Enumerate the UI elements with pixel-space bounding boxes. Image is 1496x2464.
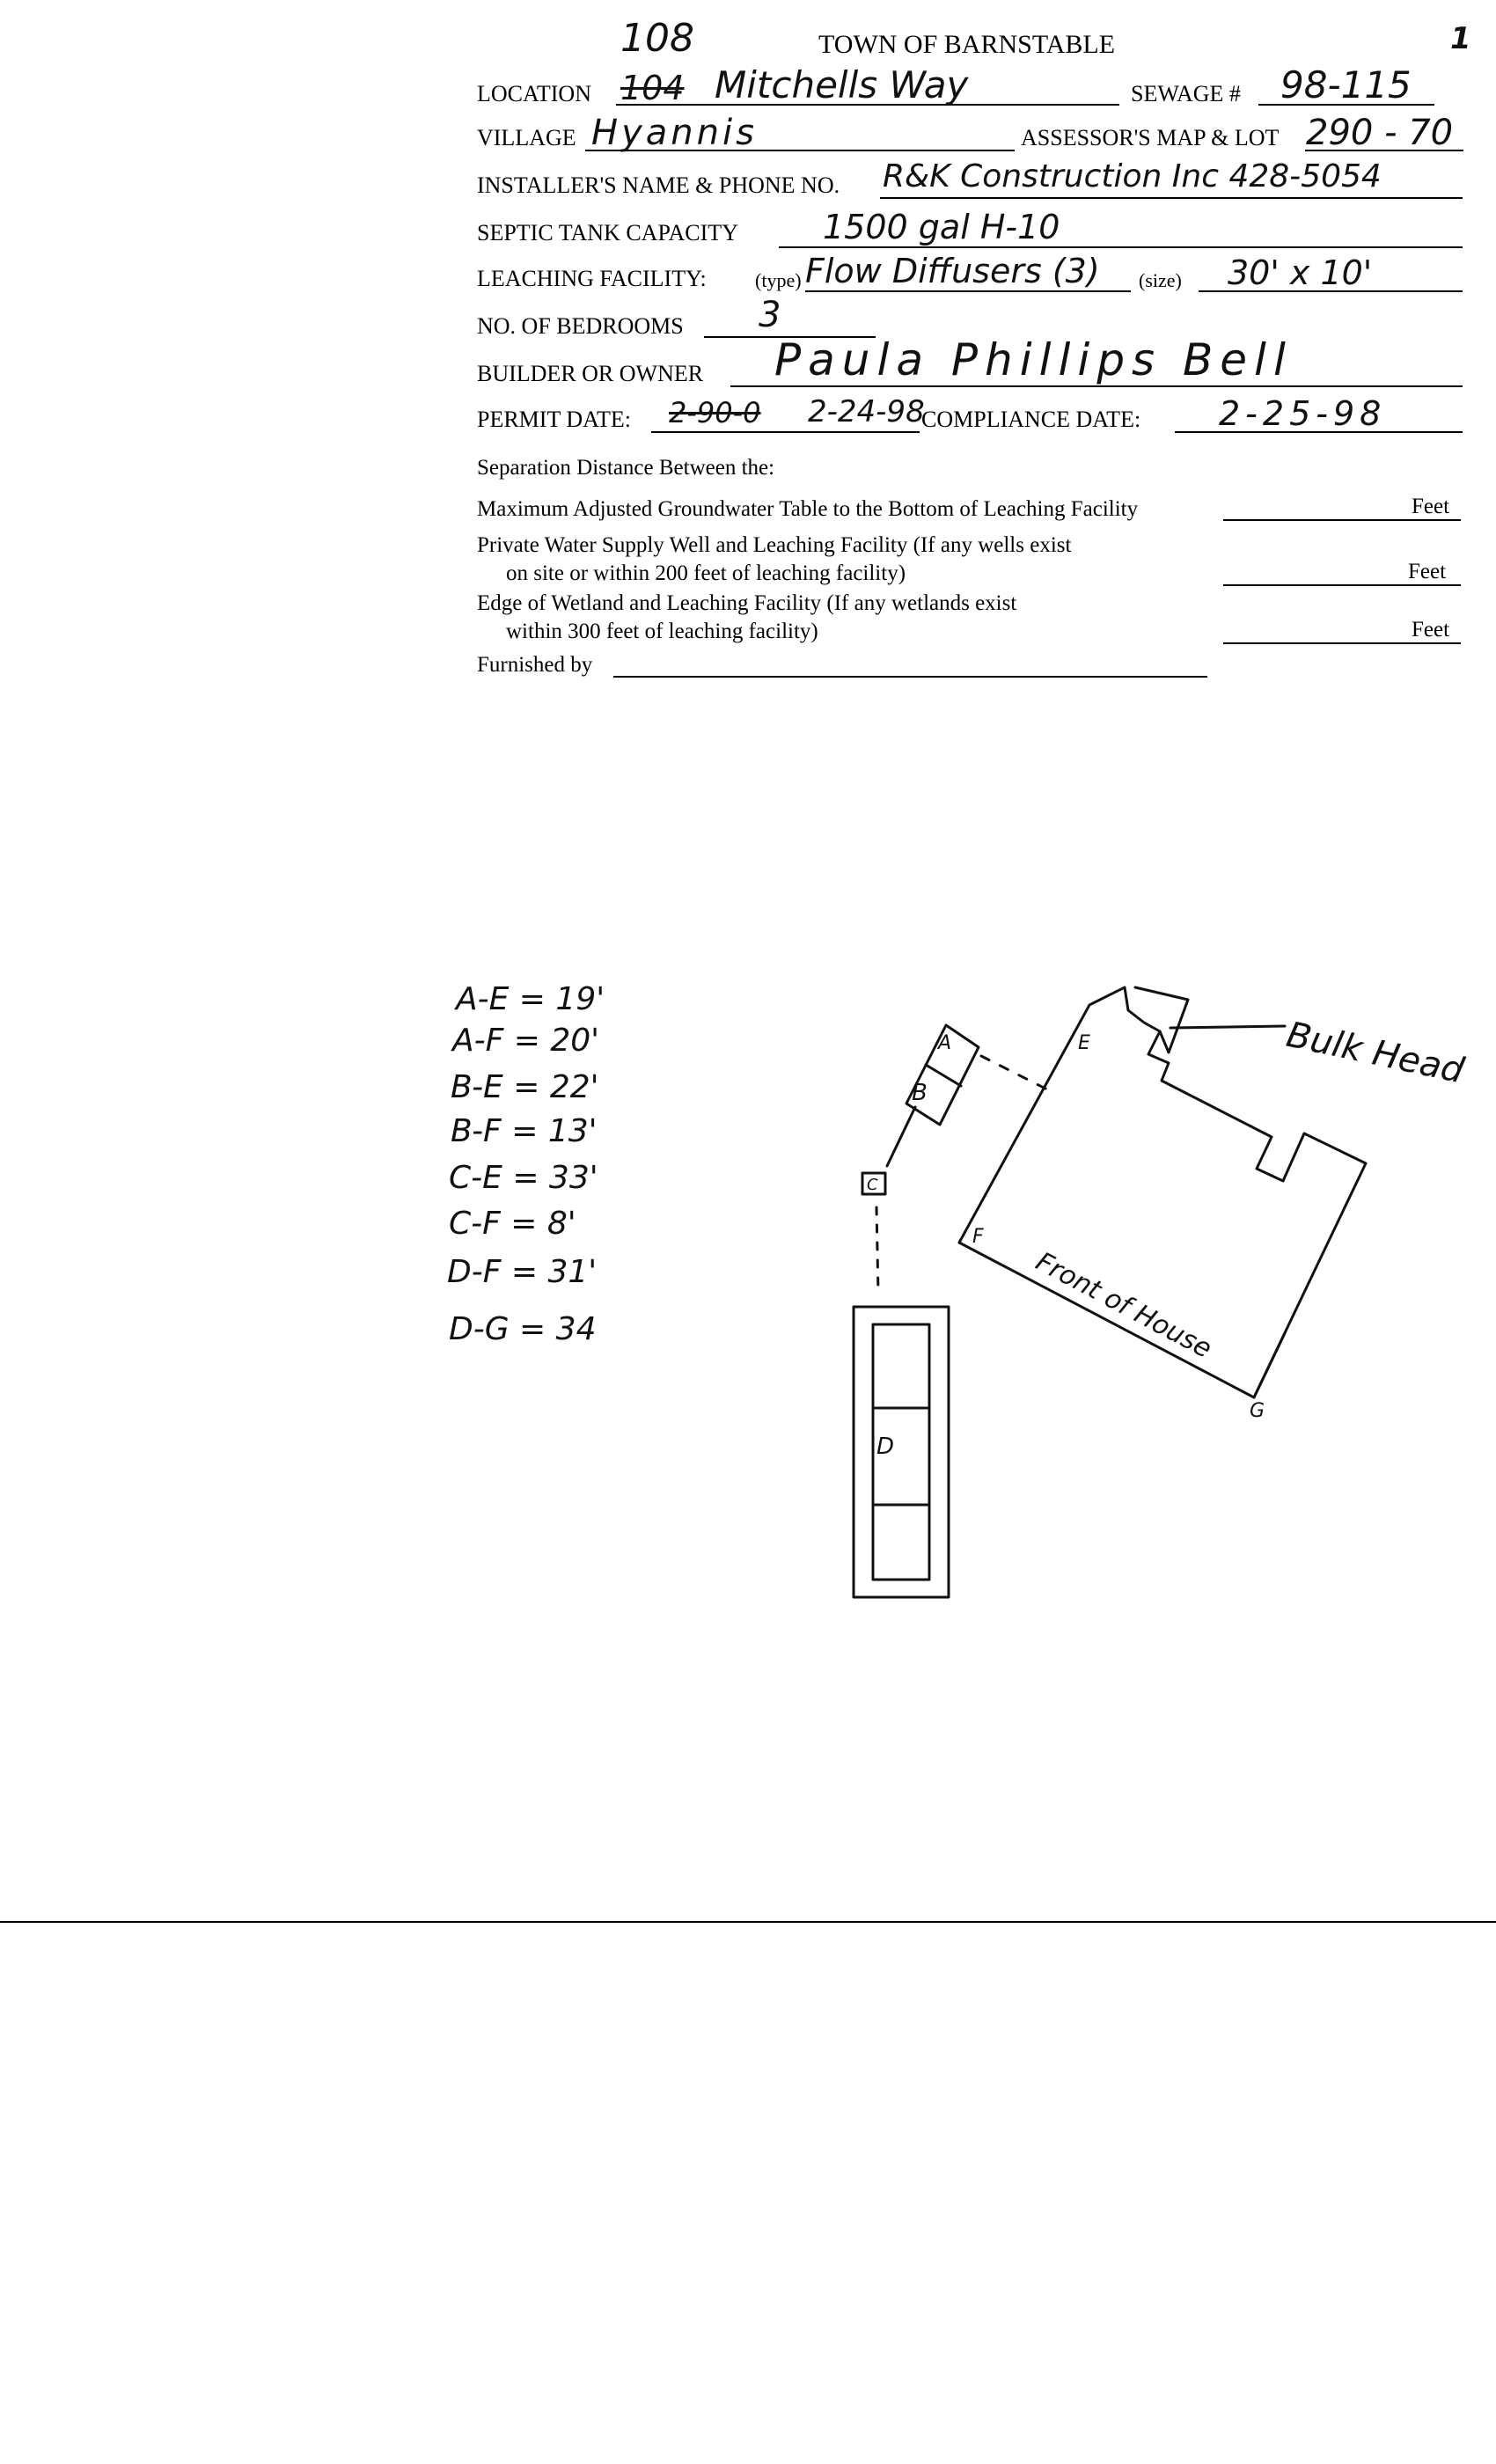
leaching-field-outer: [854, 1307, 949, 1597]
permit-label: PERMIT DATE:: [477, 407, 632, 432]
corner-mark: 1: [1450, 21, 1471, 56]
leaching-label: LEACHING FACILITY:: [477, 266, 707, 291]
separation-row-2-cont: on site or within 200 feet of leaching facility): [506, 561, 906, 585]
installer-value[interactable]: R&K Construction Inc 428-5054: [883, 158, 1382, 194]
location-label: LOCATION: [477, 81, 591, 106]
leaching-type-label: (type): [755, 269, 802, 291]
separation-row-3: Edge of Wetland and Leaching Facility (If any wetlands exist: [477, 591, 1017, 615]
permit-struck-date: 2-90-0: [669, 396, 761, 429]
point-label-d: D: [876, 1434, 895, 1460]
measurement-a-e: A-E = 19': [456, 981, 605, 1017]
bulkhead-label: Bulk Head: [1282, 1014, 1468, 1092]
page-bottom-rule: [0, 1921, 1496, 1923]
tank-to-dbox-line: [887, 1107, 915, 1166]
location-value[interactable]: Mitchells Way: [715, 63, 969, 106]
house-corner-g-line: [1254, 1333, 1285, 1397]
separation-row-3-cont: within 300 feet of leaching facility): [506, 620, 818, 643]
measurement-a-f: A-F = 20': [452, 1023, 600, 1059]
separation-row-1-unit: Feet: [1412, 495, 1450, 518]
measurement-d-g: D-G = 34: [449, 1311, 597, 1347]
bulkhead-leader: [1170, 1026, 1285, 1028]
village-label: VILLAGE: [477, 125, 576, 150]
permit-value[interactable]: 2-24-98: [808, 394, 925, 429]
furnished-by-label: Furnished by: [477, 653, 593, 677]
measurement-c-e: C-E = 33': [449, 1160, 598, 1196]
bulkhead-outline: [1135, 987, 1188, 1052]
compliance-value[interactable]: 2-25-98: [1219, 394, 1387, 433]
sewage-label: SEWAGE #: [1131, 81, 1241, 106]
dbox-to-field-dashes: [876, 1207, 878, 1294]
point-label-g: G: [1250, 1400, 1265, 1422]
owner-label: BUILDER OR OWNER: [477, 361, 704, 386]
tank-label: SEPTIC TANK CAPACITY: [477, 220, 738, 246]
point-label-b: B: [912, 1080, 928, 1106]
measurement-b-f: B-F = 13': [451, 1113, 598, 1149]
tank-to-house-dashes: [981, 1056, 1047, 1089]
installer-label: INSTALLER'S NAME & PHONE NO.: [477, 172, 840, 198]
corner-number: 108: [620, 16, 694, 61]
point-label-f: F: [972, 1226, 984, 1248]
leaching-size-value[interactable]: 30' x 10': [1228, 253, 1373, 292]
septic-tank-divider: [926, 1065, 961, 1086]
measurement-b-e: B-E = 22': [451, 1069, 599, 1105]
bedrooms-label: NO. OF BEDROOMS: [477, 313, 684, 339]
measurement-d-f: D-F = 31': [447, 1254, 598, 1290]
map-lot-value[interactable]: 290 - 70: [1306, 113, 1454, 153]
form-title: TOWN OF BARNSTABLE: [818, 30, 1116, 59]
separation-row-2-unit: Feet: [1408, 560, 1447, 583]
map-lot-label: ASSESSOR'S MAP & LOT: [1021, 125, 1280, 150]
measurement-c-f: C-F = 8': [449, 1206, 576, 1242]
point-label-a: A: [938, 1032, 952, 1054]
compliance-label: COMPLIANCE DATE:: [921, 407, 1141, 432]
tank-value[interactable]: 1500 gal H-10: [823, 208, 1060, 246]
point-label-c: C: [867, 1176, 878, 1194]
village-value[interactable]: Hyannis: [591, 113, 758, 153]
point-label-e: E: [1078, 1032, 1090, 1054]
separation-heading: Separation Distance Between the:: [477, 456, 775, 480]
separation-row-3-unit: Feet: [1412, 618, 1450, 642]
front-of-house-label: Front of House: [1030, 1246, 1217, 1365]
leaching-type-value[interactable]: Flow Diffusers (3): [805, 252, 1100, 290]
owner-value[interactable]: Paula Phillips Bell: [774, 334, 1293, 385]
sewage-value[interactable]: 98-115: [1280, 63, 1412, 106]
separation-row-1: Maximum Adjusted Groundwater Table to the Bottom of Leaching Facility: [477, 497, 1139, 521]
leaching-size-label: (size): [1139, 269, 1182, 291]
bedrooms-value[interactable]: 3: [759, 295, 781, 335]
location-struck-number: 104: [620, 69, 685, 107]
separation-row-2: Private Water Supply Well and Leaching Facility (If any wells exist: [477, 533, 1072, 557]
